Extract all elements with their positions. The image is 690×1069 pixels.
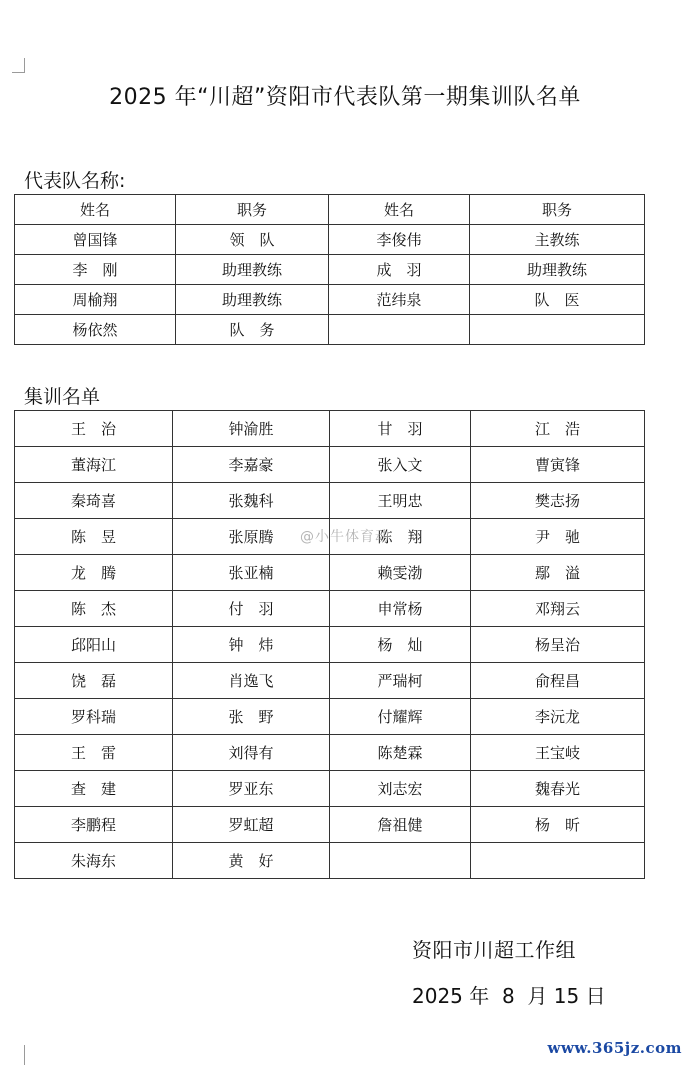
table-cell: 申常杨	[330, 591, 471, 627]
table-cell: 陈 翔	[330, 519, 471, 555]
table-cell: 罗虹超	[173, 807, 330, 843]
team-section-label: 代表队名称:	[24, 170, 126, 192]
table-row	[15, 771, 645, 807]
table-row	[15, 807, 645, 843]
table-cell: 魏春光	[471, 771, 645, 807]
table-cell: 查 建	[15, 771, 173, 807]
table-cell: 王 雷	[15, 735, 173, 771]
table-cell: 俞程昌	[471, 663, 645, 699]
squad-section-label: 集训名单	[24, 386, 101, 408]
table-header-row	[15, 195, 645, 225]
issue-date: 2025 年 8 月 15 日	[412, 984, 606, 1008]
table-cell: 领 队	[176, 225, 329, 255]
table-cell: 邱阳山	[15, 627, 173, 663]
table-cell: 张入文	[330, 447, 471, 483]
table-cell: 陈 杰	[15, 591, 173, 627]
table-cell: 李俊伟	[329, 225, 470, 255]
table-cell: 严瑞柯	[330, 663, 471, 699]
table-row	[15, 555, 645, 591]
table-cell: 刘得有	[173, 735, 330, 771]
page-corner-mark-top	[12, 58, 25, 73]
table-cell: 曾国锋	[15, 225, 176, 255]
table-cell: 罗科瑞	[15, 699, 173, 735]
table-cell: 钟渝胜	[173, 411, 330, 447]
table-cell: 主教练	[470, 225, 645, 255]
column-header: 姓名	[15, 195, 176, 225]
table-cell	[329, 315, 470, 345]
table-row	[15, 411, 645, 447]
table-row	[15, 663, 645, 699]
table-cell: 赖雯渤	[330, 555, 471, 591]
table-row	[15, 225, 645, 255]
column-header: 姓名	[329, 195, 470, 225]
table-cell: 朱海东	[15, 843, 173, 879]
document-title: 2025 年“川超”资阳市代表队第一期集训队名单	[109, 85, 581, 110]
table-cell: 成 羽	[329, 255, 470, 285]
table-row	[15, 699, 645, 735]
squad-table	[14, 410, 645, 879]
column-header: 职务	[470, 195, 645, 225]
table-cell: 陈 昱	[15, 519, 173, 555]
table-cell: 尹 驰	[471, 519, 645, 555]
table-cell	[330, 843, 471, 879]
table-cell: 助理教练	[176, 255, 329, 285]
table-cell: 张原腾	[173, 519, 330, 555]
table-cell: 詹祖健	[330, 807, 471, 843]
table-cell: 李 刚	[15, 255, 176, 285]
table-cell: 杨 灿	[330, 627, 471, 663]
table-row	[15, 447, 645, 483]
table-row	[15, 591, 645, 627]
table-cell: 张魏科	[173, 483, 330, 519]
table-cell: 付耀辉	[330, 699, 471, 735]
table-cell: 甘 羽	[330, 411, 471, 447]
table-row	[15, 735, 645, 771]
weibo-watermark: @小牛体育动	[300, 529, 390, 545]
table-cell: 董海江	[15, 447, 173, 483]
table-cell: 肖逸飞	[173, 663, 330, 699]
table-cell: 杨呈治	[471, 627, 645, 663]
table-cell: 王 治	[15, 411, 173, 447]
table-cell: 秦琦喜	[15, 483, 173, 519]
table-row	[15, 315, 645, 345]
table-cell: 刘志宏	[330, 771, 471, 807]
table-cell	[470, 315, 645, 345]
table-cell: 李沅龙	[471, 699, 645, 735]
team-staff-table	[14, 194, 645, 345]
table-cell: 江 浩	[471, 411, 645, 447]
column-header: 职务	[176, 195, 329, 225]
table-cell: 助理教练	[470, 255, 645, 285]
table-cell: 黄 好	[173, 843, 330, 879]
table-cell: 邓翔云	[471, 591, 645, 627]
table-cell: 饶 磊	[15, 663, 173, 699]
issuing-organization: 资阳市川超工作组	[412, 938, 576, 962]
table-row	[15, 255, 645, 285]
table-cell: 张亚楠	[173, 555, 330, 591]
table-cell: 钟 炜	[173, 627, 330, 663]
table-cell: 助理教练	[176, 285, 329, 315]
table-row	[15, 483, 645, 519]
table-cell: 王明忠	[330, 483, 471, 519]
table-row	[15, 285, 645, 315]
table-cell: 陈楚霖	[330, 735, 471, 771]
table-cell: 付 羽	[173, 591, 330, 627]
table-cell: 周榆翔	[15, 285, 176, 315]
table-cell: 李嘉豪	[173, 447, 330, 483]
table-cell: 队 医	[470, 285, 645, 315]
table-cell: 李鹏程	[15, 807, 173, 843]
table-cell: 张 野	[173, 699, 330, 735]
table-cell: 杨依然	[15, 315, 176, 345]
table-cell: 鄢 溢	[471, 555, 645, 591]
table-cell	[471, 843, 645, 879]
table-cell: 王宝岐	[471, 735, 645, 771]
table-cell: 范纬泉	[329, 285, 470, 315]
table-row	[15, 627, 645, 663]
table-cell: 罗亚东	[173, 771, 330, 807]
table-cell: 曹寅锋	[471, 447, 645, 483]
table-cell: 杨 昕	[471, 807, 645, 843]
table-cell: 龙 腾	[15, 555, 173, 591]
table-row	[15, 843, 645, 879]
table-cell: 队 务	[176, 315, 329, 345]
site-watermark: www.365jz.com	[547, 1039, 682, 1057]
table-cell: 樊志扬	[471, 483, 645, 519]
page-corner-mark-bottom	[12, 1045, 25, 1065]
